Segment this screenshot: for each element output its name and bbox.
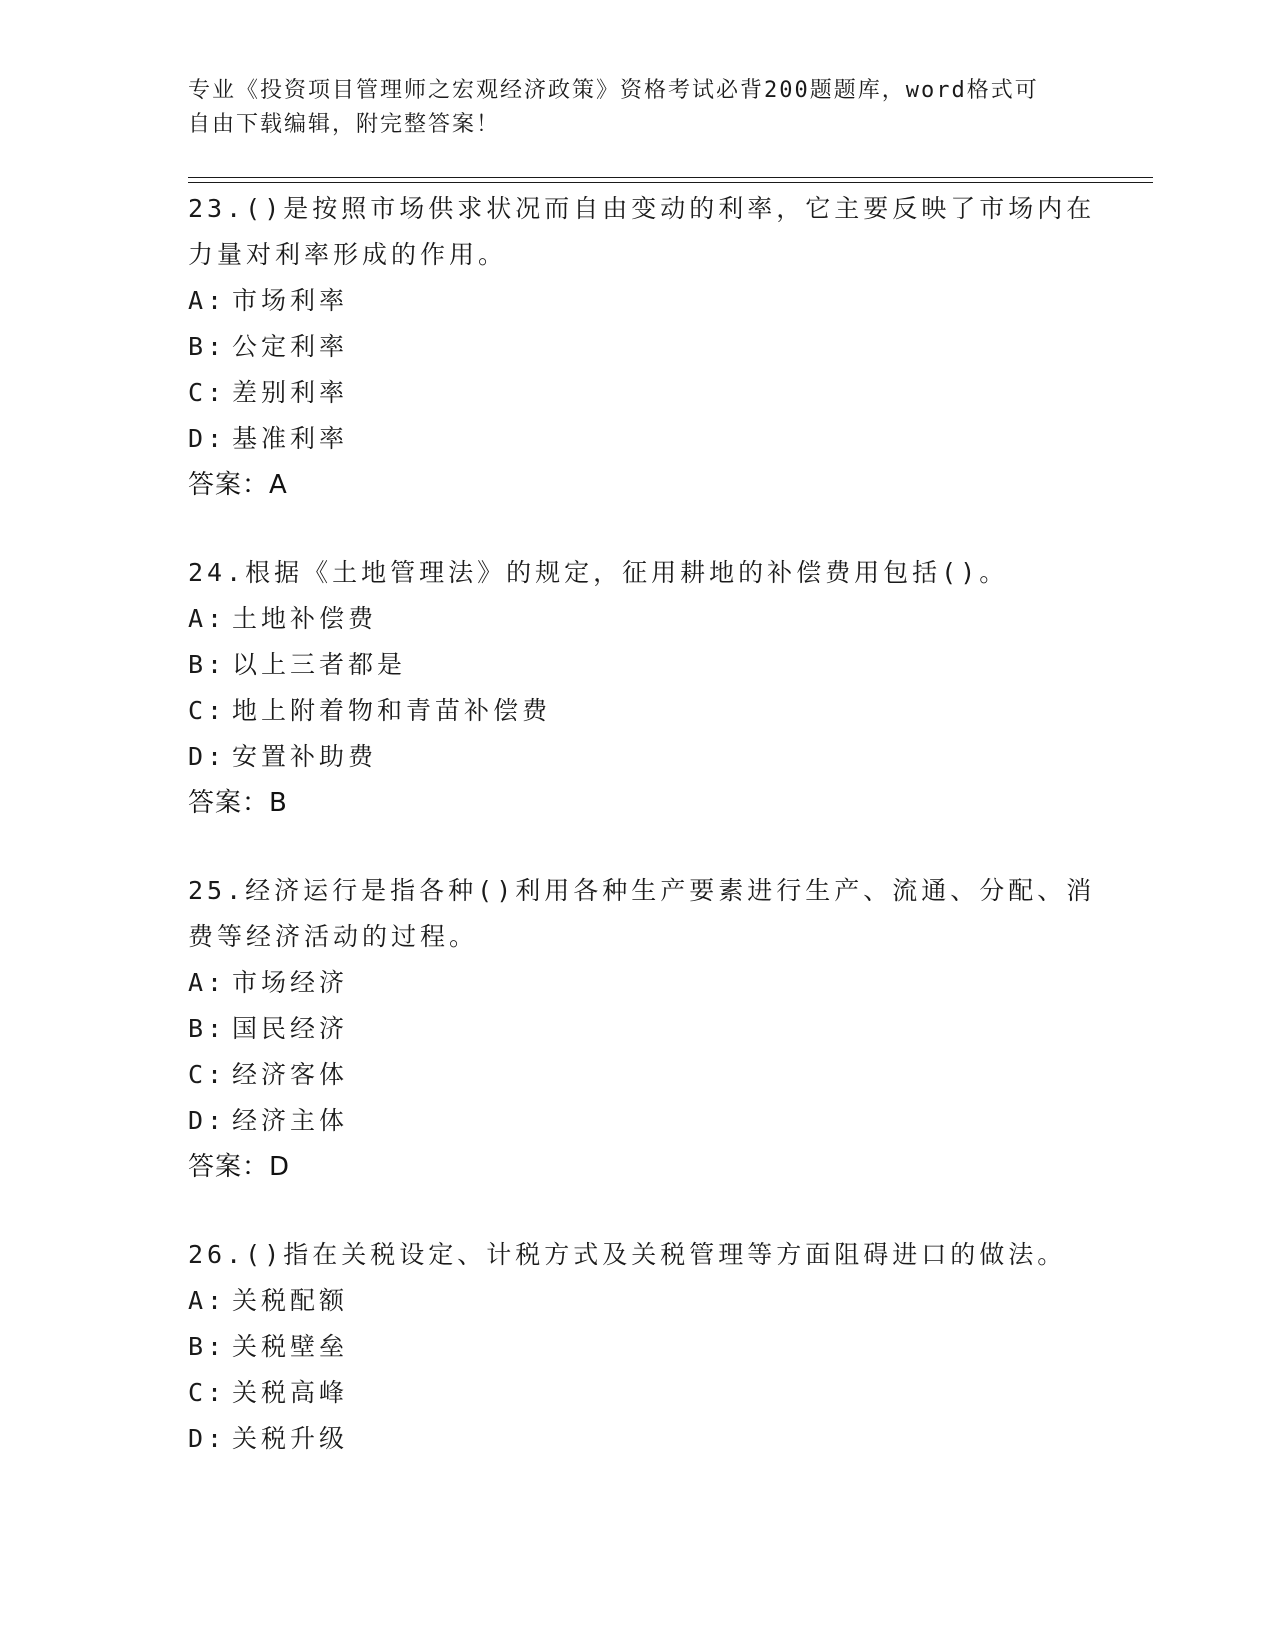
- option-text: 市场经济: [232, 968, 349, 997]
- option-d: [188, 734, 1088, 780]
- header-divider-bottom: [188, 182, 1153, 183]
- question-text-line: 25.经济运行是指各种()利用各种生产要素进行生产、流通、分配、消: [188, 876, 1096, 905]
- option-a: [188, 278, 1088, 324]
- question-24: [188, 550, 1088, 826]
- option-text: 基准利率: [232, 424, 349, 453]
- option-letter: C:: [188, 1378, 227, 1407]
- document-header: [188, 74, 1088, 142]
- option-a: [188, 960, 1088, 1006]
- option-b: [188, 1324, 1088, 1370]
- option-c: [188, 1370, 1088, 1416]
- option-letter: C:: [188, 696, 227, 725]
- option-text: 安置补助费: [232, 742, 378, 771]
- question-26: [188, 1232, 1088, 1462]
- option-letter: C:: [188, 378, 227, 407]
- option-letter: A:: [188, 1286, 227, 1315]
- option-d: [188, 1416, 1088, 1462]
- question-23: [188, 186, 1096, 508]
- option-a: [188, 596, 1088, 642]
- option-text: 差别利率: [232, 378, 349, 407]
- header-divider-top: [188, 177, 1153, 178]
- option-d: [188, 416, 1088, 462]
- question-25: [188, 868, 1096, 1190]
- option-letter: A:: [188, 286, 227, 315]
- header-line-1: 专业《投资项目管理师之宏观经济政策》资格考试必背200题题库，word格式可: [188, 78, 1039, 103]
- option-b: [188, 642, 1088, 688]
- question-text-line: 24.根据《土地管理法》的规定，征用耕地的补偿费用包括()。: [188, 558, 1009, 587]
- answer-label: 答案：A: [188, 470, 288, 500]
- option-letter: D:: [188, 424, 227, 453]
- option-a: [188, 1278, 1088, 1324]
- option-text: 关税壁垒: [232, 1332, 349, 1361]
- option-letter: D:: [188, 1106, 227, 1135]
- option-letter: D:: [188, 742, 227, 771]
- option-b: [188, 1006, 1088, 1052]
- option-letter: B:: [188, 1014, 227, 1043]
- option-text: 关税配额: [232, 1286, 349, 1315]
- option-text: 经济客体: [232, 1060, 349, 1089]
- option-c: [188, 688, 1088, 734]
- option-c: [188, 370, 1088, 416]
- option-letter: B:: [188, 1332, 227, 1361]
- option-letter: B:: [188, 332, 227, 361]
- option-text: 关税高峰: [232, 1378, 349, 1407]
- option-text: 国民经济: [232, 1014, 349, 1043]
- question-text-line: 26.()指在关税设定、计税方式及关税管理等方面阻碍进口的做法。: [188, 1240, 1067, 1269]
- option-letter: A:: [188, 604, 227, 633]
- question-text-line: 力量对利率形成的作用。: [188, 240, 508, 269]
- option-c: [188, 1052, 1088, 1098]
- header-line-2: 自由下载编辑，附完整答案！: [188, 112, 501, 137]
- question-text-line: 23.()是按照市场供求状况而自由变动的利率，它主要反映了市场内在: [188, 194, 1096, 223]
- answer-label: 答案：B: [188, 788, 288, 818]
- option-letter: C:: [188, 1060, 227, 1089]
- option-text: 公定利率: [232, 332, 349, 361]
- option-text: 土地补偿费: [232, 604, 378, 633]
- option-letter: A:: [188, 968, 227, 997]
- option-text: 地上附着物和青苗补偿费: [232, 696, 552, 725]
- option-d: [188, 1098, 1088, 1144]
- option-text: 经济主体: [232, 1106, 349, 1135]
- option-letter: D:: [188, 1424, 227, 1453]
- question-text-line: 费等经济活动的过程。: [188, 922, 479, 951]
- option-b: [188, 324, 1088, 370]
- option-letter: B:: [188, 650, 227, 679]
- option-text: 以上三者都是: [232, 650, 407, 679]
- answer-label: 答案：D: [188, 1152, 291, 1182]
- option-text: 关税升级: [232, 1424, 349, 1453]
- option-text: 市场利率: [232, 286, 349, 315]
